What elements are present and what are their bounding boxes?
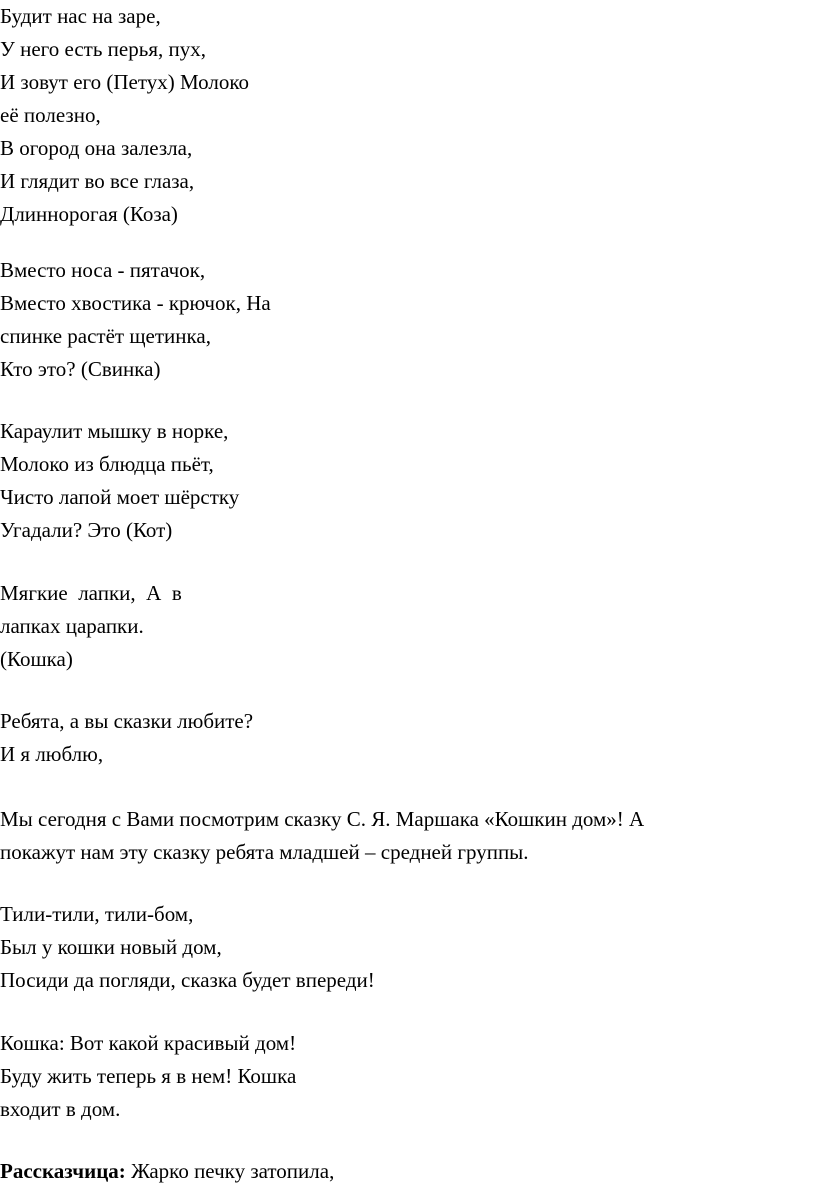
text-line: Будит нас на заре, xyxy=(0,4,161,28)
narrator-text: Жарко печку затопила, xyxy=(125,1159,335,1183)
riddle-stanza-pig xyxy=(0,254,271,386)
tale-announcement xyxy=(0,803,644,869)
text-line: Вместо хвостика - крючок, На xyxy=(0,291,271,315)
text-line: У него есть перья, пух, xyxy=(0,37,206,61)
text-line: Мы сегодня с Вами посмотрим сказку С. Я. Маршака «Кошкин дом»! А xyxy=(0,807,645,831)
riddle-stanza-she-cat xyxy=(0,577,182,676)
text-line: покажут нам эту сказку ребята младшей – средней группы. xyxy=(0,840,529,864)
text-line: Караулит мышку в норке, xyxy=(0,419,229,443)
text-line: И я люблю, xyxy=(0,742,104,766)
text-line: входит в дом. xyxy=(0,1097,121,1121)
narrator-line xyxy=(0,1155,334,1188)
text-line: Молоко из блюдца пьёт, xyxy=(0,452,214,476)
narrator-text-line xyxy=(0,1155,334,1188)
text-line: Посиди да погляди, сказка будет впереди! xyxy=(0,968,375,992)
text-line: её полезно, xyxy=(0,103,101,127)
text-line: Вместо носа - пятачок, xyxy=(0,258,206,282)
text-line: Был у кошки новый дом, xyxy=(0,935,222,959)
text-line: И зовут его (Петух) Молоко xyxy=(0,70,249,94)
text-line: (Кошка) xyxy=(0,647,73,671)
text-line: Ребята, а вы сказки любите? xyxy=(0,709,254,733)
text-line: Кто это? (Свинка) xyxy=(0,357,161,381)
speaker-label: Рассказчица: xyxy=(0,1159,126,1183)
text-line: И глядит во все глаза, xyxy=(0,169,195,193)
text-line: Мягкие лапки, А в xyxy=(0,581,182,605)
text-line: Угадали? Это (Кот) xyxy=(0,518,173,542)
text-line: В огород она залезла, xyxy=(0,136,193,160)
text-line: спинке растёт щетинка, xyxy=(0,324,211,348)
fairy-tale-question xyxy=(0,705,253,771)
opening-rhyme xyxy=(0,898,375,997)
text-line: Чисто лапой моет шёрстку xyxy=(0,485,240,509)
text-line: Тили-тили, тили-бом, xyxy=(0,902,194,926)
riddle-stanza-cat xyxy=(0,415,239,547)
cat-dialogue xyxy=(0,1027,296,1126)
text-line: Длиннорогая (Коза) xyxy=(0,202,178,226)
riddle-stanza-rooster-goat xyxy=(0,0,249,231)
text-line: Буду жить теперь я в нем! Кошка xyxy=(0,1064,297,1088)
text-line: лапках царапки. xyxy=(0,614,144,638)
text-line: Кошка: Вот какой красивый дом! xyxy=(0,1031,297,1055)
